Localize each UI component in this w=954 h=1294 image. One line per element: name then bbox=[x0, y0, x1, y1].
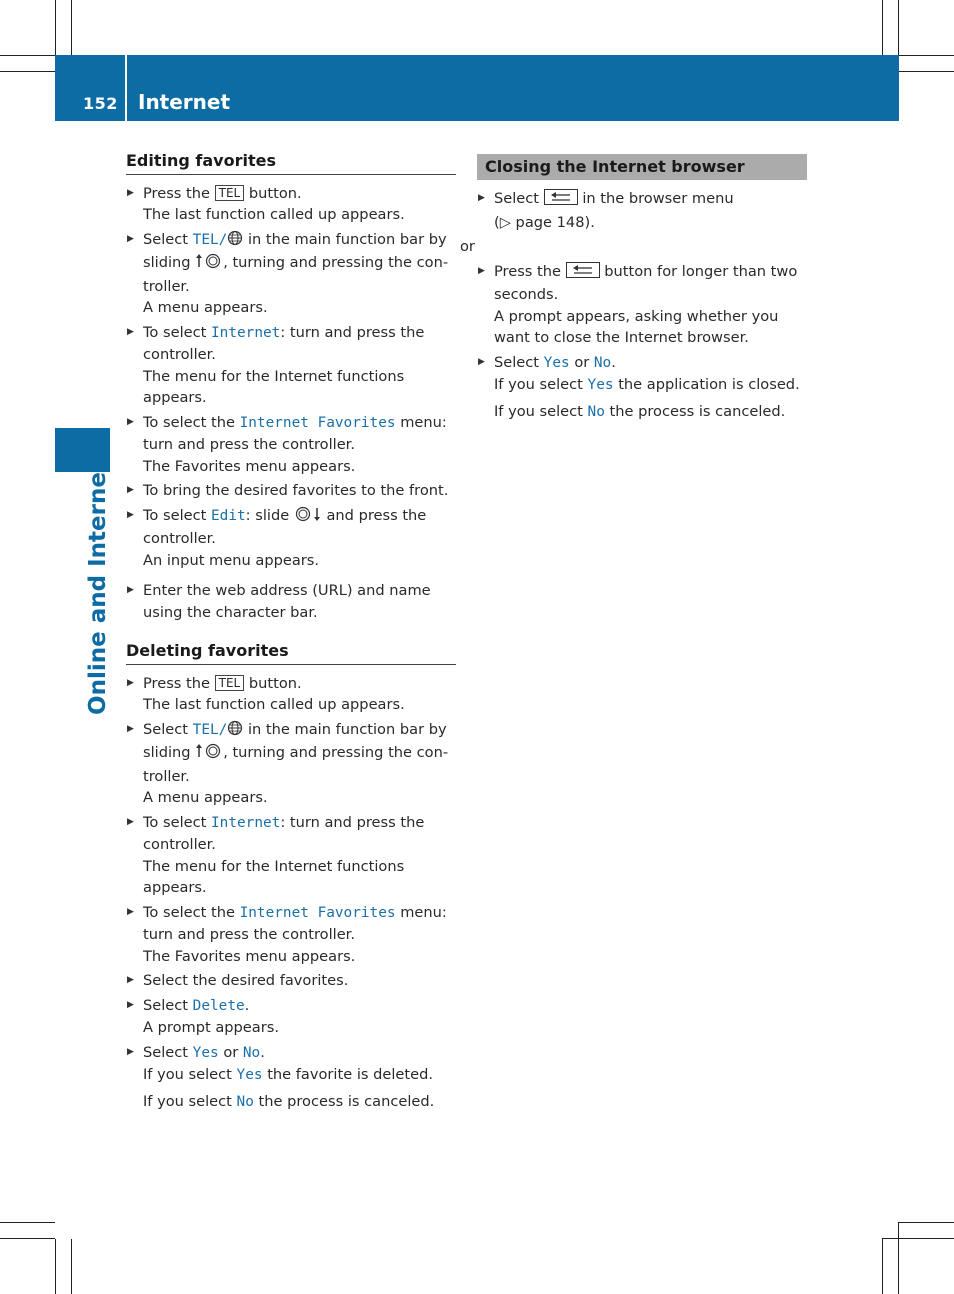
side-tab-label: Online and Internet bbox=[85, 461, 111, 715]
closing-browser-heading: Closing the Internet browser bbox=[477, 154, 807, 180]
crop-mark bbox=[882, 0, 883, 55]
right-column bbox=[460, 154, 807, 426]
step-result: The menu for the Internet functions appears. bbox=[143, 367, 405, 406]
left-column bbox=[126, 150, 456, 1116]
crop-mark bbox=[55, 1239, 56, 1294]
list-item: ▶ To select Internet: turn and press the controller. The menu for the Internet functions appears. bbox=[126, 322, 456, 409]
deleting-favorites-heading: Deleting favorites bbox=[126, 640, 456, 665]
step-result: The Favorites menu appears. bbox=[143, 457, 356, 475]
list-item: ▶ Select the desired favorites. bbox=[126, 970, 456, 992]
header-divider bbox=[125, 55, 127, 121]
crop-mark bbox=[0, 1238, 55, 1239]
list-item: ▶ Select Yes or No. If you select Yes the favorite is deleted. If you select No the process is canceled. bbox=[126, 1042, 456, 1114]
step-result: The menu for the Internet functions appears. bbox=[143, 857, 405, 896]
menu-item-edit: Edit bbox=[211, 507, 246, 524]
step-result: The Favorites menu appears. bbox=[143, 947, 356, 965]
list-item: ▶ Select TEL/ in the main function bar by sliding , turning and pressing the con-troller. A menu appears. bbox=[126, 719, 456, 809]
crop-mark bbox=[71, 1239, 72, 1294]
tel-internet-label: TEL/ bbox=[192, 721, 228, 738]
section-title: Internet bbox=[138, 90, 231, 114]
menu-item-internet-favorites: Internet Favorites bbox=[239, 904, 396, 921]
list-item: ▶ To select Edit: slide and press the controller. An input menu appears. bbox=[126, 505, 456, 572]
list-item: ▶ Select Delete. A prompt appears. bbox=[126, 995, 456, 1039]
editing-favorites-heading: Editing favorites bbox=[126, 150, 456, 175]
list-item: ▶ To select the Internet Favorites menu: turn and press the controller. The Favorites menu appears. bbox=[126, 412, 456, 478]
crop-mark bbox=[899, 1222, 954, 1223]
back-button-icon bbox=[566, 262, 600, 285]
controller-slide-down-icon bbox=[294, 506, 322, 529]
page-number: 152 bbox=[83, 94, 118, 113]
option-yes: Yes bbox=[543, 354, 570, 371]
crop-mark bbox=[898, 0, 899, 55]
menu-item-internet: Internet bbox=[211, 324, 281, 341]
menu-item-delete: Delete bbox=[192, 997, 245, 1014]
tel-key: TEL bbox=[215, 675, 245, 691]
crop-mark bbox=[899, 55, 954, 56]
crop-mark bbox=[882, 1238, 954, 1239]
crop-mark bbox=[898, 1222, 899, 1294]
crop-mark bbox=[882, 1239, 883, 1294]
step-result: An input menu appears. bbox=[143, 551, 320, 569]
controller-slide-up-icon bbox=[195, 743, 223, 766]
step-result: A prompt appears, asking whether you want to close the Internet browser. bbox=[494, 307, 779, 346]
list-item: ▶ Press the button for longer than two seconds. A prompt appears, asking whether you want to close the Internet browser. bbox=[477, 261, 807, 349]
list-item: ▶ To bring the desired favorites to the front. bbox=[126, 480, 456, 502]
crop-mark bbox=[0, 55, 55, 56]
crop-mark bbox=[0, 71, 55, 72]
menu-item-internet: Internet bbox=[211, 814, 281, 831]
step-result: The last function called up appears. bbox=[143, 696, 405, 713]
list-item: ▶ To select Internet: turn and press the controller. The menu for the Internet functions appears. bbox=[126, 812, 456, 899]
list-item: ▶ Press the TEL button. The last function called up appears. bbox=[126, 183, 456, 226]
option-no: No bbox=[242, 1044, 261, 1061]
list-item: ▶ Select TEL/ in the main function bar by sliding , turning and pressing the con-troller. A menu appears. bbox=[126, 229, 456, 319]
tel-key: TEL bbox=[215, 185, 245, 201]
list-item: ▶ Press the TEL button. The last function called up appears. bbox=[126, 673, 456, 716]
menu-item-internet-favorites: Internet Favorites bbox=[239, 414, 396, 431]
option-no: No bbox=[593, 354, 612, 371]
list-item: ▶ To select the Internet Favorites menu: turn and press the controller. The Favorites menu appears. bbox=[126, 902, 456, 968]
crop-mark bbox=[71, 0, 72, 55]
step-result: A menu appears. bbox=[143, 299, 268, 316]
option-yes: Yes bbox=[192, 1044, 219, 1061]
or-text: or bbox=[460, 238, 475, 255]
globe-icon bbox=[227, 720, 243, 743]
step-result: A menu appears. bbox=[143, 789, 268, 806]
crop-mark bbox=[0, 1222, 55, 1223]
list-item: ▶ Select in the browser menu (▷ page 148). bbox=[477, 188, 807, 233]
step-result: A prompt appears. bbox=[143, 1019, 279, 1036]
back-button-icon bbox=[544, 189, 578, 212]
crop-mark bbox=[899, 71, 954, 72]
crop-mark bbox=[55, 0, 56, 55]
step-result: If you select Yes the favorite is deleted. bbox=[143, 1066, 433, 1083]
step-result: The last function called up appears. bbox=[143, 206, 405, 223]
page-reference: (▷ page 148). bbox=[494, 213, 595, 231]
step-result: If you select Yes the application is closed. bbox=[494, 376, 800, 393]
list-item: ▶ Enter the web address (URL) and name using the character bar. bbox=[126, 580, 456, 623]
step-result: If you select No the process is canceled. bbox=[494, 402, 786, 420]
controller-slide-up-icon bbox=[195, 253, 223, 276]
tel-internet-label: TEL/ bbox=[192, 231, 228, 248]
globe-icon bbox=[227, 230, 243, 253]
step-result: If you select No the process is canceled. bbox=[143, 1092, 435, 1110]
list-item: ▶ Select Yes or No. If you select Yes the application is closed. If you select No the process is canceled. bbox=[477, 352, 807, 424]
